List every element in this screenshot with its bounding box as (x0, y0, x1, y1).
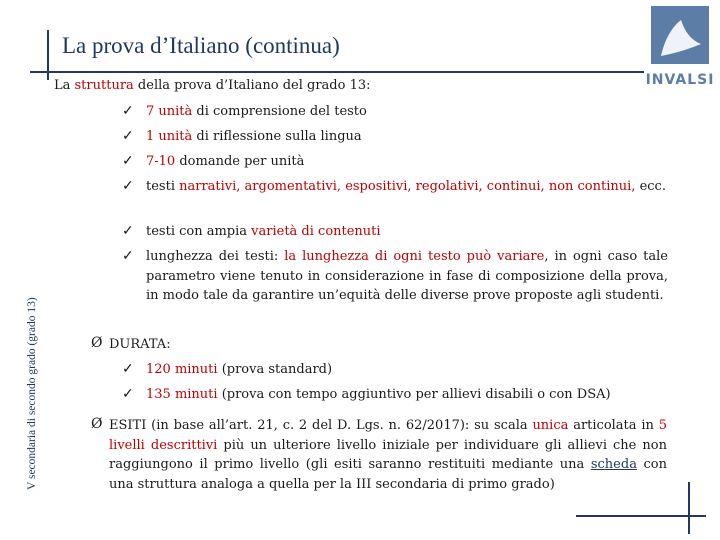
list-item-6 (146, 247, 668, 306)
invalsi-logo-mark (651, 6, 709, 64)
intro-after: della prova d’Italiano del grado 13: (133, 78, 371, 93)
item-text: testi (146, 179, 180, 194)
item-highlight: narrativi, argomentativi, espositivi, regolativi, continui, non continui, (179, 179, 636, 194)
intro-before: La (54, 78, 75, 93)
side-label-text: V secondaria di secondo grado (grado 13) (26, 297, 38, 490)
item-highlight: 1 unità (146, 129, 193, 144)
item-highlight: 7-10 (146, 154, 176, 169)
esiti-text: ESITI (in base all’art. 21, c. 2 del D. Lgs. n. 62/2017): su scala (109, 418, 533, 433)
slide-title: La prova d’Italiano (continua) (62, 33, 340, 58)
item-text: ecc. (635, 179, 666, 194)
check-icon: ✓ (122, 386, 134, 402)
durata-item-1 (146, 360, 668, 380)
check-icon: ✓ (122, 103, 134, 119)
intro-line (54, 78, 371, 93)
item-text: (prova standard) (217, 362, 333, 377)
item-text: (prova con tempo aggiuntivo per allievi disabili o con DSA) (217, 387, 611, 402)
list-item-3 (146, 152, 668, 172)
esiti-highlight-unica: unica (532, 418, 569, 433)
esiti-highlight-livelli: 5 livelli descrittivi (109, 418, 667, 453)
check-icon: ✓ (122, 128, 134, 144)
esiti-text: articolata in (568, 418, 659, 433)
invalsi-logo-text: INVALSI (645, 72, 715, 88)
item-highlight: 135 minuti (146, 387, 218, 402)
esiti-text: più un ulteriore livello iniziale per individuare gli allievi che non raggiungono il primo livello (gli esiti saranno restituiti mediante una (109, 437, 668, 472)
check-icon: ✓ (122, 248, 134, 264)
corner-horizontal-rule (576, 515, 706, 517)
check-icon: ✓ (122, 361, 134, 377)
invalsi-logo (644, 4, 716, 96)
item-text: di riflessione sulla lingua (192, 129, 362, 144)
esiti-text: con una struttura analoga a quella per la III secondaria di primo grado) (109, 457, 667, 492)
item-highlight: 7 unità (146, 104, 193, 119)
check-icon: ✓ (122, 153, 134, 169)
title-horizontal-rule (30, 71, 644, 73)
item-text: , in ogni caso tale parametro viene tenuto in considerazione in fase di composizione della prova, in modo tale da garantire un’equità delle diverse prove proposte agli studenti. (146, 249, 668, 303)
intro-highlight: struttura (74, 78, 134, 93)
scheda-link[interactable]: scheda (590, 457, 637, 472)
item-text: lunghezza dei testi: (146, 249, 285, 264)
corner-vertical-rule (688, 482, 690, 534)
durata-heading: DURATA: (109, 337, 171, 352)
esiti-paragraph (109, 416, 667, 494)
item-text: testi con ampia (146, 224, 252, 239)
durata-item-2 (146, 385, 668, 405)
list-item-2 (146, 127, 668, 147)
list-item-5 (146, 222, 668, 242)
item-highlight: la lunghezza di ogni testo può variare (284, 249, 545, 264)
item-text: domande per unità (175, 154, 305, 169)
arrow-bullet-icon: Ø (91, 416, 103, 432)
item-highlight: 120 minuti (146, 362, 218, 377)
arrow-bullet-icon: Ø (91, 335, 103, 351)
check-icon: ✓ (122, 178, 134, 194)
item-text: di comprensione del testo (192, 104, 367, 119)
list-item-1 (146, 102, 668, 122)
list-item-4 (146, 177, 668, 197)
item-highlight: varietà di contenuti (251, 224, 381, 239)
check-icon: ✓ (122, 223, 134, 239)
